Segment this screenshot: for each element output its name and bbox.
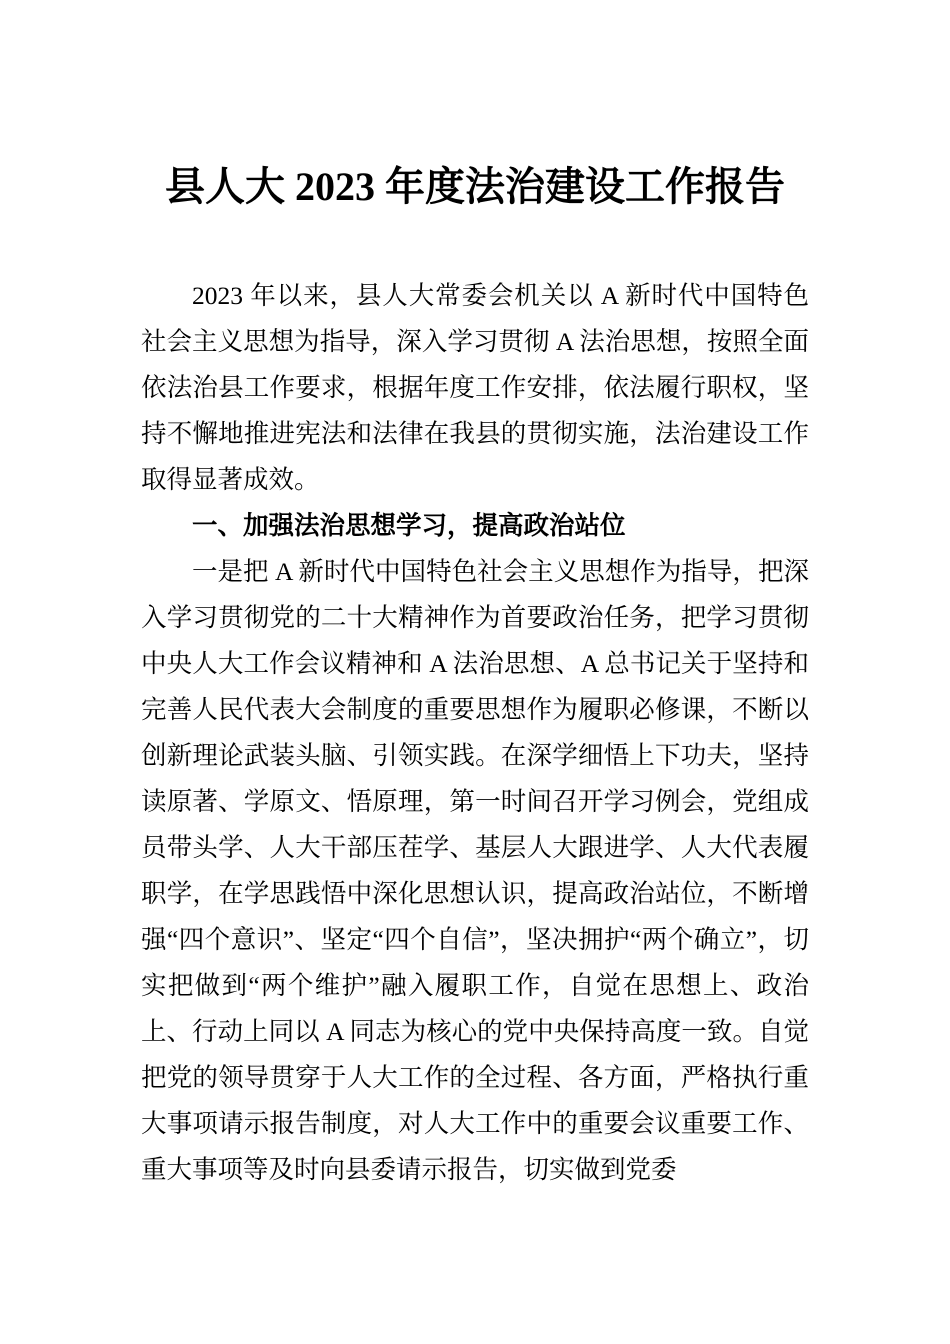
- document-title: 县人大 2023 年度法治建设工作报告: [165, 164, 785, 209]
- section-heading-1: 一、加强法治思想学习，提高政治站位: [192, 512, 626, 540]
- document-body: [141, 273, 809, 1193]
- paragraph-intro: 2023 年以来，县人大常委会机关以 A 新时代中国特色社会主义思想为指导，深入学习贯彻 A 法治思想，按照全面依法治县工作要求，根据年度工作安排，依法履行职权，坚持不懈地推进宪法和法律在我县的贯彻实施，法治建设工作取得显著成效。: [141, 281, 809, 494]
- paragraph-section-1-body: 一是把 A 新时代中国特色社会主义思想作为指导，把深入学习贯彻党的二十大精神作为首要政治任务，把学习贯彻中央人大工作会议精神和 A 法治思想、A 总书记关于坚持和完善人民代表大会制度的重要思想作为履职必修课，不断以创新理论武装头脑、引领实践。在深学细悟上下功夫，坚持读原著、学原文、悟原理，第一时间召开学习例会，党组成员带头学、人大干部压茬学、基层人大跟进学、人大代表履职学，在学思践悟中深化思想认识，提高政治站位，不断增强“四个意识”、坚定“四个自信”，坚决拥护“两个确立”，切实把做到“两个维护”融入履职工作，自觉在思想上、政治上、行动上同以 A 同志为核心的党中央保持高度一致。自觉把党的领导贯穿于人大工作的全过程、各方面，严格执行重大事项请示报告制度，对人大工作中的重要会议重要工作、重大事项等及时向县委请示报告，切实做到党委: [141, 557, 809, 1184]
